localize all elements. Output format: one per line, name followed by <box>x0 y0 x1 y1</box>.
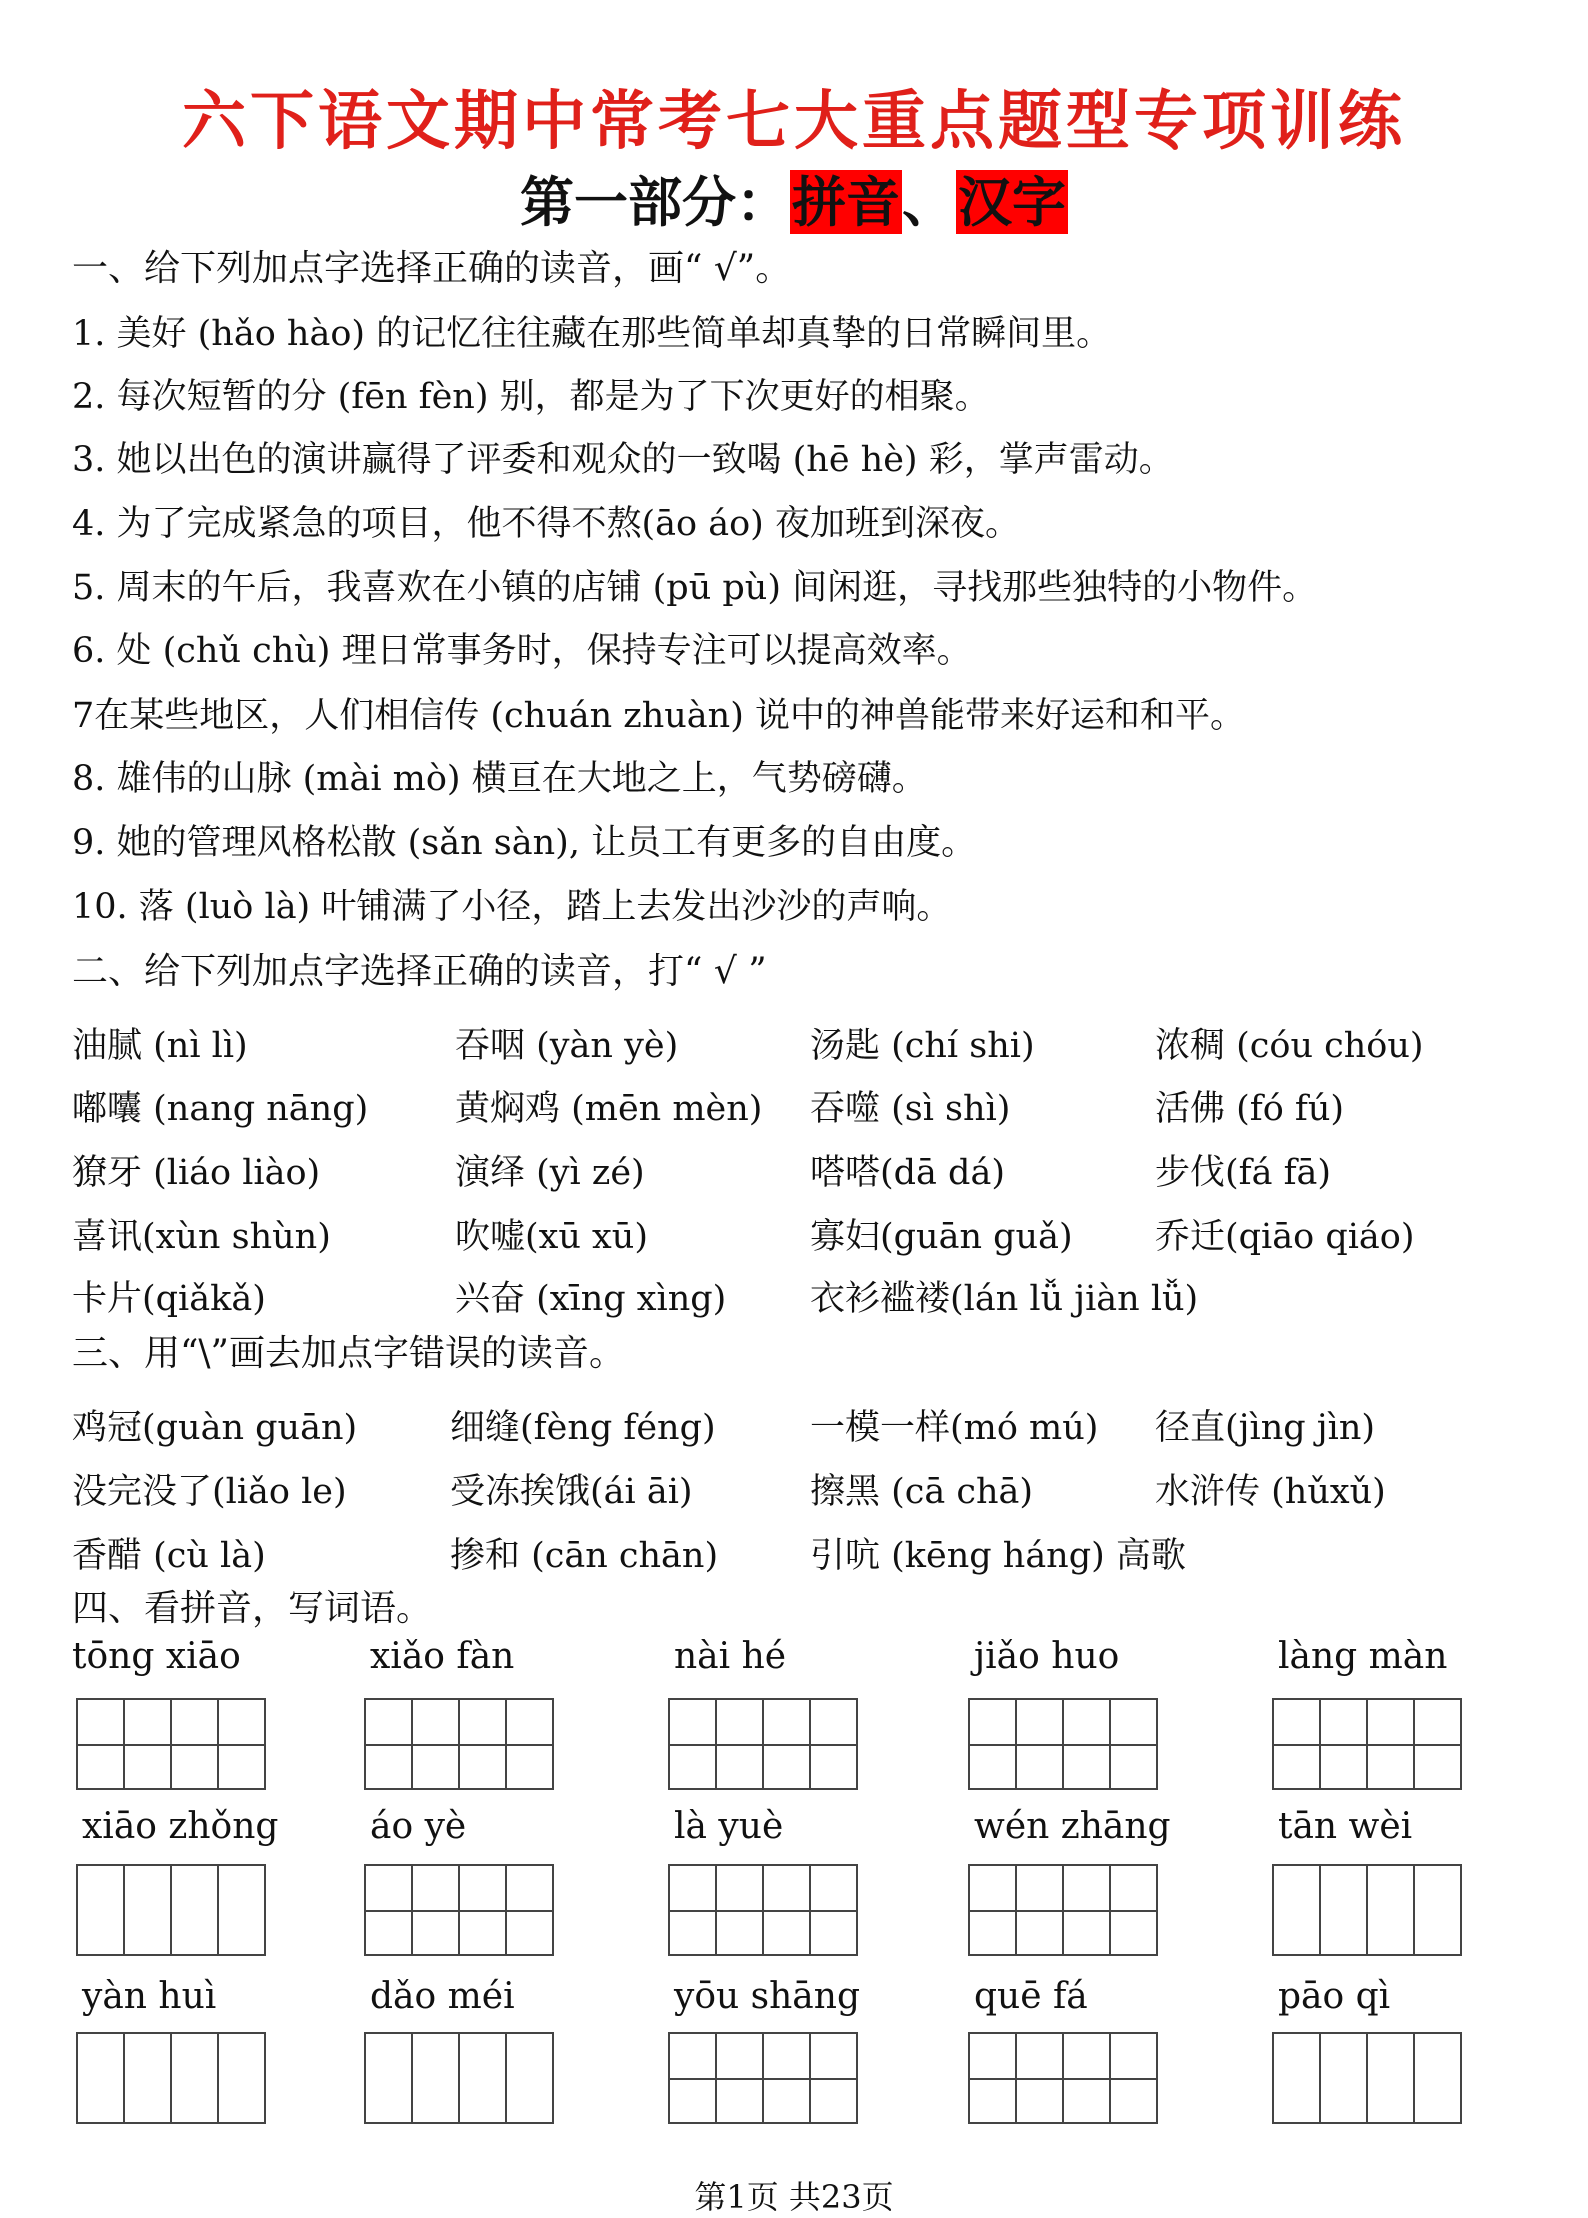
pinyin-strike-item: 水浒传 (hǔxǔ) <box>1155 1472 1386 1512</box>
writing-grid-cell[interactable] <box>413 1866 460 1954</box>
writing-grid-cell[interactable] <box>764 2034 811 2122</box>
pinyin-choice-item: 吞噬 (sì shì) <box>810 1089 1011 1129</box>
writing-grid-cell[interactable] <box>125 2034 172 2122</box>
question-item: 9. 她的管理风格松散 (sǎn sàn), 让员工有更多的自由度。 <box>72 823 977 863</box>
pinyin-strike-item: 细缝(fèng féng) <box>450 1408 716 1448</box>
pinyin-choice-item: 嗒嗒(dā dá) <box>810 1153 1005 1193</box>
writing-grid-cell[interactable] <box>1368 2034 1415 2122</box>
section1-heading: 一、给下列加点字选择正确的读音，画“ √”。 <box>72 248 792 289</box>
pinyin-choice-item: 嘟囔 (nang nāng) <box>72 1089 369 1129</box>
writing-grid[interactable] <box>668 2032 858 2124</box>
writing-grid-cell[interactable] <box>1064 1866 1111 1954</box>
pinyin-choice-item: 吞咽 (yàn yè) <box>455 1026 679 1066</box>
question-item: 1. 美好 (hǎo hào) 的记忆往往藏在那些简单却真挚的日常瞬间里。 <box>72 314 1112 354</box>
writing-grid[interactable] <box>968 2032 1158 2124</box>
writing-grid-cell[interactable] <box>1017 1866 1064 1954</box>
writing-grid-cell[interactable] <box>507 1700 552 1788</box>
pinyin-choice-item: 卡片(qiǎkǎ) <box>72 1279 266 1319</box>
pinyin-prompt: yàn huì <box>82 1976 217 2017</box>
writing-grid-cell[interactable] <box>78 1700 125 1788</box>
pinyin-choice-item: 浓稠 (cóu chóu) <box>1155 1026 1424 1066</box>
writing-grid-cell[interactable] <box>219 1866 264 1954</box>
pinyin-prompt: tōng xiāo <box>72 1636 241 1677</box>
pinyin-choice-item: 乔迁(qiāo qiáo) <box>1155 1217 1415 1257</box>
writing-grid[interactable] <box>968 1698 1158 1790</box>
writing-grid-cell[interactable] <box>460 2034 507 2122</box>
question-item: 10. 落 (luò là) 叶铺满了小径，踏上去发出沙沙的声响。 <box>72 887 952 927</box>
writing-grid[interactable] <box>668 1698 858 1790</box>
question-item: 3. 她以出色的演讲赢得了评委和观众的一致喝 (hē hè) 彩，掌声雷动。 <box>72 440 1174 480</box>
pinyin-choice-item: 油腻 (nì lì) <box>72 1026 248 1066</box>
question-item: 5. 周末的午后，我喜欢在小镇的店铺 (pū pù) 间闲逛，寻找那些独特的小物件。 <box>72 568 1318 608</box>
writing-grid[interactable] <box>364 1698 554 1790</box>
writing-grid-cell[interactable] <box>811 2034 856 2122</box>
pinyin-choice-item: 寡妇(guān guǎ) <box>810 1217 1073 1257</box>
writing-grid[interactable] <box>76 2032 266 2124</box>
writing-grid[interactable] <box>76 1864 266 1956</box>
pinyin-prompt: nài hé <box>674 1636 787 1677</box>
writing-grid-cell[interactable] <box>1415 2034 1460 2122</box>
writing-grid-cell[interactable] <box>219 1700 264 1788</box>
writing-grid-cell[interactable] <box>366 1700 413 1788</box>
pinyin-strike-item: 掺和 (cān chān) <box>450 1536 719 1576</box>
page-number: 第1页 共23页 <box>694 2178 894 2216</box>
question-item: 7在某些地区，人们相信传 (chuán zhuàn) 说中的神兽能带来好运和和平。 <box>72 696 1245 736</box>
writing-grid-cell[interactable] <box>460 1700 507 1788</box>
pinyin-prompt: yōu shāng <box>674 1976 860 2017</box>
pinyin-choice-item: 喜讯(xùn shùn) <box>72 1217 331 1257</box>
subtitle-prefix: 第一部分： <box>520 170 790 234</box>
pinyin-strike-item: 擦黑 (cā chā) <box>810 1472 1034 1512</box>
pinyin-strike-item: 径直(jìng jìn) <box>1155 1408 1376 1448</box>
pinyin-choice-item: 汤匙 (chí shi) <box>810 1026 1035 1066</box>
writing-grid-cell[interactable] <box>507 2034 552 2122</box>
subtitle-separator: 、 <box>902 170 956 234</box>
pinyin-choice-item: 吹嘘(xū xū) <box>455 1217 648 1257</box>
writing-grid-cell[interactable] <box>1274 1700 1321 1788</box>
writing-grid-cell[interactable] <box>1274 2034 1321 2122</box>
writing-grid-cell[interactable] <box>764 1866 811 1954</box>
writing-grid-cell[interactable] <box>1111 1700 1156 1788</box>
writing-grid-cell[interactable] <box>1321 2034 1368 2122</box>
page-title: 六下语文期中常考七大重点题型专项训练 <box>182 84 1406 159</box>
writing-grid[interactable] <box>1272 1698 1462 1790</box>
pinyin-strike-item: 一模一样(mó mú) <box>810 1408 1099 1448</box>
writing-grid-cell[interactable] <box>1017 1700 1064 1788</box>
writing-grid-cell[interactable] <box>366 2034 413 2122</box>
section3-heading: 三、用“\”画去加点字错误的读音。 <box>72 1333 625 1374</box>
writing-grid-cell[interactable] <box>1111 2034 1156 2122</box>
pinyin-strike-item: 引吭 (kēng háng) 高歌 <box>810 1536 1186 1576</box>
pinyin-choice-item: 兴奋 (xīng xìng) <box>455 1279 727 1319</box>
section4-heading: 四、看拼音，写词语。 <box>72 1588 433 1629</box>
pinyin-prompt: là yuè <box>674 1806 784 1847</box>
writing-grid-cell[interactable] <box>717 1866 764 1954</box>
writing-grid-cell[interactable] <box>1064 2034 1111 2122</box>
subtitle-highlight-pinyin: 拼音 <box>792 170 900 234</box>
pinyin-prompt: làng màn <box>1278 1636 1448 1677</box>
writing-grid-cell[interactable] <box>413 2034 460 2122</box>
writing-grid-cell[interactable] <box>764 1700 811 1788</box>
pinyin-prompt: dǎo méi <box>370 1976 515 2017</box>
question-item: 2. 每次短暂的分 (fēn fèn) 别，都是为了下次更好的相聚。 <box>72 377 990 417</box>
pinyin-prompt: áo yè <box>370 1806 467 1847</box>
writing-grid-cell[interactable] <box>970 2034 1017 2122</box>
writing-grid-cell[interactable] <box>460 1866 507 1954</box>
writing-grid-cell[interactable] <box>811 1866 856 1954</box>
writing-grid-cell[interactable] <box>413 1700 460 1788</box>
question-item: 8. 雄伟的山脉 (mài mò) 横亘在大地之上，气势磅礴。 <box>72 759 927 799</box>
writing-grid[interactable] <box>76 1698 266 1790</box>
writing-grid-cell[interactable] <box>172 1866 219 1954</box>
writing-grid-cell[interactable] <box>1274 1866 1321 1954</box>
writing-grid-cell[interactable] <box>172 2034 219 2122</box>
writing-grid-cell[interactable] <box>1064 1700 1111 1788</box>
writing-grid-cell[interactable] <box>670 1866 717 1954</box>
writing-grid-cell[interactable] <box>670 1700 717 1788</box>
pinyin-prompt: tān wèi <box>1278 1806 1413 1847</box>
writing-grid-cell[interactable] <box>125 1700 172 1788</box>
writing-grid-cell[interactable] <box>970 1866 1017 1954</box>
section-subtitle <box>0 160 1588 237</box>
writing-grid-cell[interactable] <box>717 2034 764 2122</box>
pinyin-choice-item: 步伐(fá fā) <box>1155 1153 1332 1193</box>
writing-grid-cell[interactable] <box>78 2034 125 2122</box>
subtitle-highlight-hanzi: 汉字 <box>958 170 1066 234</box>
pinyin-prompt: pāo qì <box>1278 1976 1391 2017</box>
writing-grid-cell[interactable] <box>78 1866 125 1954</box>
pinyin-strike-item: 没完没了(liǎo le) <box>72 1472 347 1512</box>
writing-grid-cell[interactable] <box>507 1866 552 1954</box>
pinyin-strike-item: 受冻挨饿(ái āi) <box>450 1472 693 1512</box>
pinyin-choice-item: 衣衫褴褛(lán lǚ jiàn lǚ) <box>810 1279 1199 1319</box>
writing-grid-cell[interactable] <box>366 1866 413 1954</box>
pinyin-strike-item: 鸡冠(guàn guān) <box>72 1408 358 1448</box>
writing-grid[interactable] <box>668 1864 858 1956</box>
pinyin-prompt: xiāo zhǒng <box>82 1806 279 1847</box>
writing-grid-cell[interactable] <box>1368 1700 1415 1788</box>
writing-grid-cell[interactable] <box>670 2034 717 2122</box>
writing-grid-cell[interactable] <box>811 1700 856 1788</box>
writing-grid-cell[interactable] <box>1415 1866 1460 1954</box>
writing-grid-cell[interactable] <box>1111 1866 1156 1954</box>
pinyin-choice-item: 獠牙 (liáo liào) <box>72 1153 321 1193</box>
writing-grid-cell[interactable] <box>125 1866 172 1954</box>
writing-grid-cell[interactable] <box>1321 1866 1368 1954</box>
writing-grid-cell[interactable] <box>219 2034 264 2122</box>
writing-grid[interactable] <box>1272 1864 1462 1956</box>
writing-grid-cell[interactable] <box>970 1700 1017 1788</box>
pinyin-choice-item: 活佛 (fó fú) <box>1155 1089 1345 1129</box>
writing-grid[interactable] <box>1272 2032 1462 2124</box>
pinyin-prompt: jiǎo huo <box>974 1636 1120 1677</box>
writing-grid-cell[interactable] <box>717 1700 764 1788</box>
question-item: 4. 为了完成紧急的项目，他不得不熬(āo áo) 夜加班到深夜。 <box>72 504 1020 544</box>
section2-heading: 二、给下列加点字选择正确的读音，打“ √ ” <box>72 951 767 992</box>
pinyin-choice-item: 演绎 (yì zé) <box>455 1153 645 1193</box>
pinyin-prompt: wén zhāng <box>974 1806 1171 1847</box>
writing-grid-cell[interactable] <box>1321 1700 1368 1788</box>
writing-grid[interactable] <box>364 2032 554 2124</box>
pinyin-prompt: xiǎo fàn <box>370 1636 515 1677</box>
pinyin-choice-item: 黄焖鸡 (mēn mèn) <box>455 1089 763 1129</box>
writing-grid[interactable] <box>364 1864 554 1956</box>
pinyin-prompt: quē fá <box>974 1976 1088 2017</box>
writing-grid-cell[interactable] <box>1415 1700 1460 1788</box>
writing-grid-cell[interactable] <box>1368 1866 1415 1954</box>
writing-grid-cell[interactable] <box>172 1700 219 1788</box>
writing-grid[interactable] <box>968 1864 1158 1956</box>
writing-grid-cell[interactable] <box>1017 2034 1064 2122</box>
pinyin-strike-item: 香醋 (cù là) <box>72 1536 266 1576</box>
question-item: 6. 处 (chǔ chù) 理日常事务时，保持专注可以提高效率。 <box>72 631 972 671</box>
